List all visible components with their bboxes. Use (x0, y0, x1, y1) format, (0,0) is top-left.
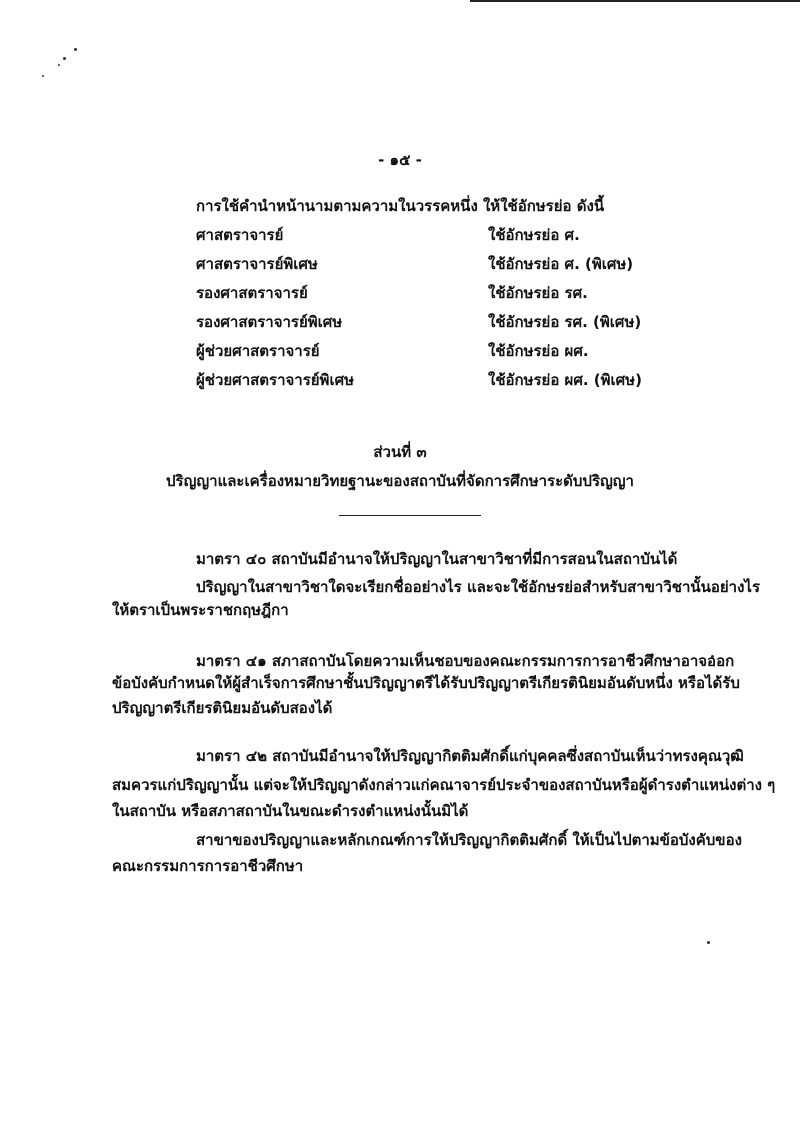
section-41-line: ข้อบังคับกำหนดให้ผู้สำเร็จการศึกษาชั้นปริญญาตรีได้รับปริญญาตรีเกียรตินิยมอันดับหนึ่ง หรือได้รับ (112, 674, 740, 692)
abbreviation-row (196, 252, 656, 281)
scan-edge-line (470, 0, 800, 2)
section-42-line: สาขาของปริญญาและหลักเกณฑ์การให้ปริญญากิตติมศักดิ์ ให้เป็นไปตามข้อบังคับของ (196, 831, 742, 849)
part-heading: ส่วนที่ ๓ (373, 443, 427, 461)
section-41-line: ปริญญาตรีเกียรตินิยมอันดับสองได้ (112, 699, 333, 717)
title-abbreviation: ใช้อักษรย่อ ศ. (488, 226, 580, 244)
academic-title: ผู้ช่วยศาสตราจารย์พิเศษ (196, 371, 354, 389)
section-42-line: คณะกรรมการการอาชีวศึกษา (112, 857, 304, 875)
section-42-line: ในสถาบัน หรือสภาสถาบันในขณะดำรงตำแหน่งนั้นมิได้ (112, 802, 469, 820)
scan-speck (707, 941, 710, 944)
abbreviation-row (196, 223, 656, 252)
part-subheading: ปริญญาและเครื่องหมายวิทยฐานะของสถาบันที่จัดการศึกษาระดับปริญญา (166, 472, 634, 490)
scan-speck (63, 57, 66, 60)
title-abbreviation: ใช้อักษรย่อ ผศ. (พิเศษ) (488, 371, 642, 389)
abbreviation-intro: การใช้คำนำหน้านามตามความในวรรคหนึ่ง ให้ใช้อักษรย่อ ดังนี้ (196, 197, 605, 215)
title-abbreviation: ใช้อักษรย่อ ผศ. (488, 342, 589, 360)
section-divider (339, 515, 481, 516)
academic-title: รองศาสตราจารย์ (196, 284, 308, 302)
abbreviation-row (196, 368, 656, 397)
title-abbreviation: ใช้อักษรย่อ รศ. (488, 284, 588, 302)
title-abbreviation: ใช้อักษรย่อ ศ. (พิเศษ) (488, 255, 634, 273)
section-42-line: มาตรา ๔๒ สถาบันมีอำนาจให้ปริญญากิตติมศักดิ์แก่บุคคลซึ่งสถาบันเห็นว่าทรงคุณวุฒิ (196, 747, 744, 765)
title-abbreviation: ใช้อักษรย่อ รศ. (พิเศษ) (488, 313, 642, 331)
academic-title: รองศาสตราจารย์พิเศษ (196, 313, 343, 331)
abbreviation-list (196, 223, 656, 397)
section-42-line: สมควรแก่ปริญญานั้น แต่จะให้ปริญญาดังกล่าวแก่คณาจารย์ประจำของสถาบันหรือผู้ดำรงตำแหน่งต่าง ๆ (112, 776, 776, 794)
section-41-line: มาตรา ๔๑ สภาสถาบันโดยความเห็นชอบของคณะกรรมการการอาชีวศึกษาอาจออก (196, 652, 735, 670)
abbreviation-row (196, 281, 656, 310)
section-40-line: มาตรา ๔๐ สถาบันมีอำนาจให้ปริญญาในสาขาวิชาที่มีการสอนในสถาบันได้ (196, 550, 678, 568)
abbreviation-row (196, 339, 656, 368)
academic-title: ศาสตราจารย์ (196, 226, 284, 244)
section-40-line: ให้ตราเป็นพระราชกฤษฎีกา (112, 601, 289, 619)
page-number: - ๑๕ - (378, 151, 422, 169)
academic-title: ศาสตราจารย์พิเศษ (196, 255, 318, 273)
abbreviation-row (196, 310, 656, 339)
scan-speck (42, 75, 44, 77)
scan-speck (58, 64, 60, 66)
academic-title: ผู้ช่วยศาสตราจารย์ (196, 342, 320, 360)
section-40-line: ปริญญาในสาขาวิชาใดจะเรียกชื่ออย่างไร และจะใช้อักษรย่อสำหรับสาขาวิชานั้นอย่างไร (196, 578, 761, 596)
scan-speck (74, 48, 77, 51)
